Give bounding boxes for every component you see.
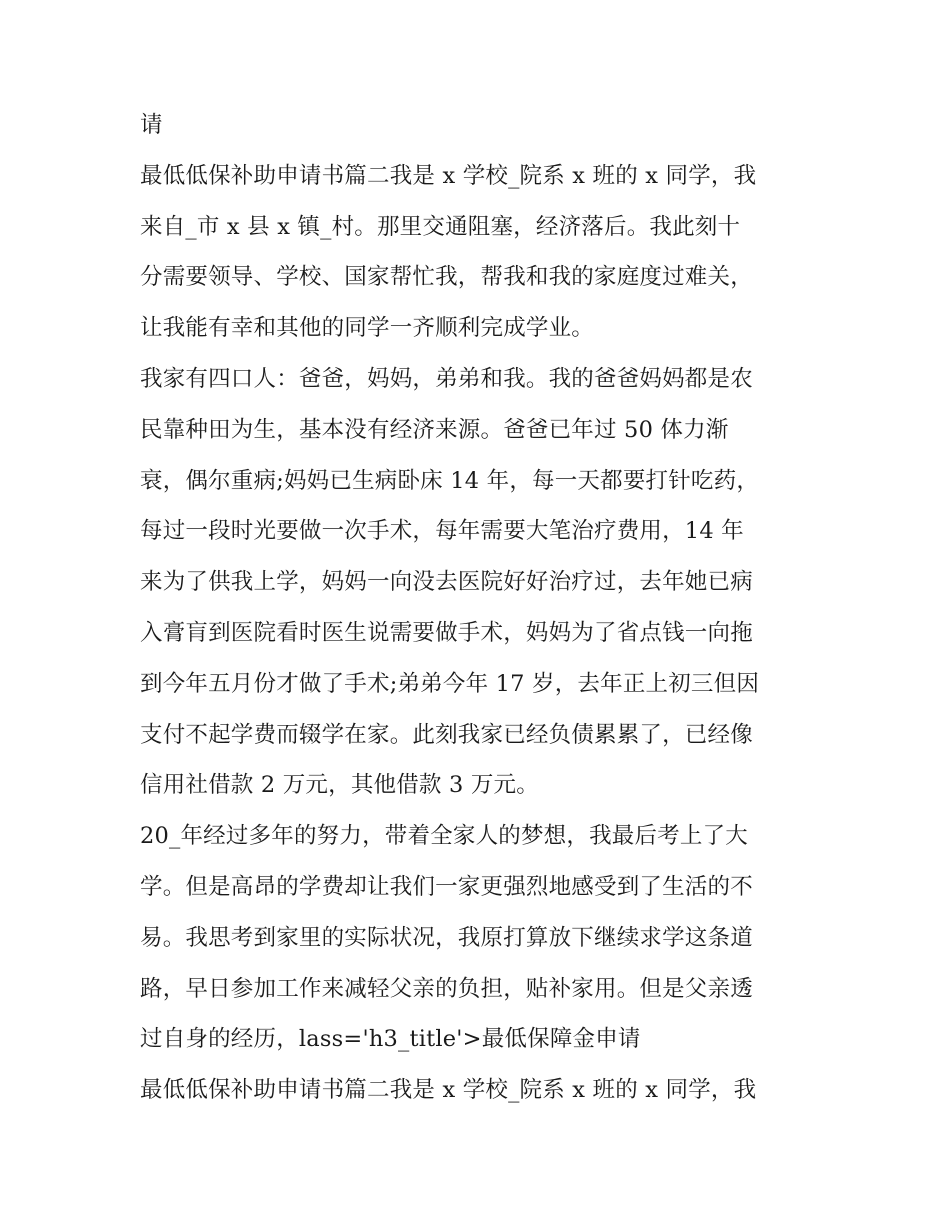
text-line-15: 20_年经过多年的努力，带着全家人的梦想，我最后考上了大 xyxy=(140,823,748,850)
text-line-13: 支付不起学费而辍学在家。此刻我家已经负债累累了，已经像 xyxy=(140,721,753,748)
text-line-11: 入膏肓到医院看时医生说需要做手术，妈妈为了省点钱一向拖 xyxy=(140,619,753,646)
text-line-3: 来自_市 x 县 x 镇_村。那里交通阻塞，经济落后。我此刻十 xyxy=(140,213,741,240)
text-line-17: 易。我思考到家里的实际状况，我原打算放下继续求学这条道 xyxy=(140,924,753,951)
text-line-5: 让我能有幸和其他的同学一齐顺利完成学业。 xyxy=(140,315,595,342)
text-line-9: 每过一段时光要做一次手术，每年需要大笔治疗费用，14 年 xyxy=(140,518,744,545)
text-line-6: 我家有四口人：爸爸，妈妈，弟弟和我。我的爸爸妈妈都是农 xyxy=(140,365,753,392)
text-line-18: 路，早日参加工作来减轻父亲的负担，贴补家用。但是父亲透 xyxy=(140,975,753,1002)
text-line-10: 来为了供我上学，妈妈一向没去医院好好治疗过，去年她已病 xyxy=(140,569,753,596)
text-line-20: 最低低保补助申请书篇二我是 x 学校_院系 x 班的 x 同学，我 xyxy=(140,1077,757,1104)
text-line-7: 民靠种田为生，基本没有经济来源。爸爸已年过 50 体力渐 xyxy=(140,416,729,443)
text-line-1: 请 xyxy=(140,112,163,138)
document-body xyxy=(140,100,820,1116)
text-line-19: 过自身的经历，lass='h3_title'>最低保障金申请 xyxy=(140,1026,641,1053)
text-line-16: 学。但是高昂的学费却让我们一家更强烈地感受到了生活的不 xyxy=(140,873,753,900)
text-line-12: 到今年五月份才做了手术;弟弟今年 17 岁，去年正上初三但因 xyxy=(140,670,760,697)
text-line-8: 衰，偶尔重病;妈妈已生病卧床 14 年，每一天都要打针吃药， xyxy=(140,467,760,494)
text-line-4: 分需要领导、学校、国家帮忙我，帮我和我的家庭度过难关， xyxy=(140,264,753,291)
text-line-2: 最低低保补助申请书篇二我是 x 学校_院系 x 班的 x 同学，我 xyxy=(140,162,757,189)
text-line-14: 信用社借款 2 万元，其他借款 3 万元。 xyxy=(140,772,539,799)
